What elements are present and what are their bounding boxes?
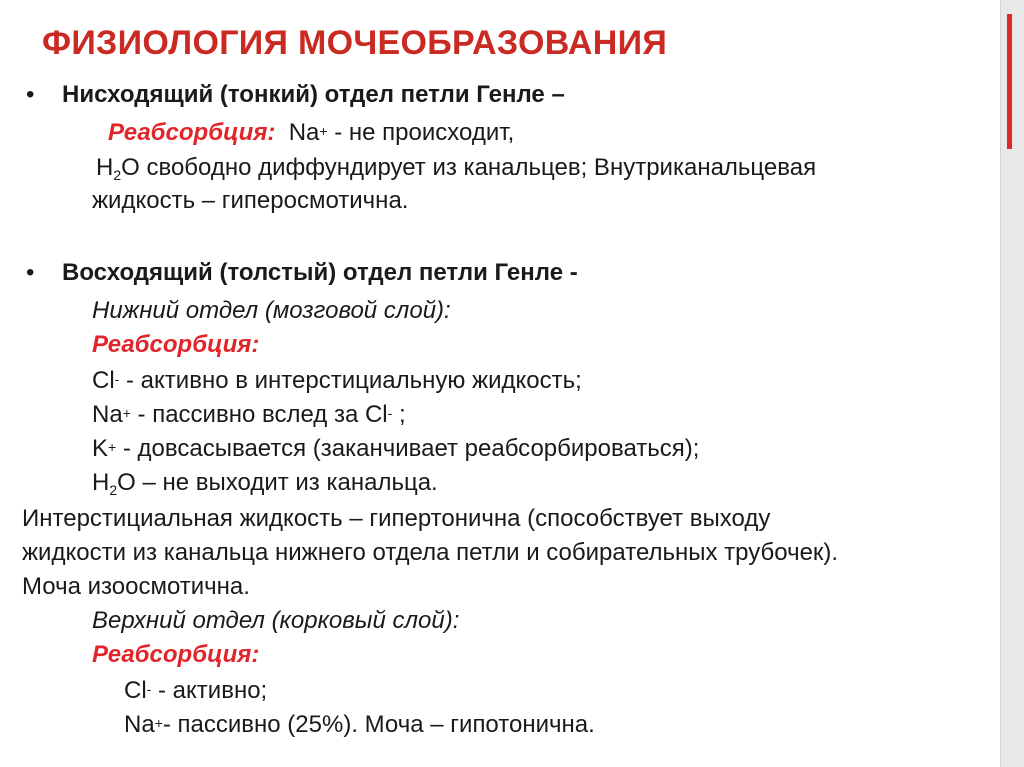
na-charge: + (122, 405, 131, 421)
upper-na-line (124, 710, 595, 740)
lower-reabsorption-label: Реабсорбция: (92, 331, 260, 358)
cl-line (92, 366, 582, 396)
reabsorption-label: Реабсорбция: (108, 119, 276, 146)
paragraph-line-3: Моча изоосмотична. (22, 573, 250, 600)
paragraph-line-2: жидкости из канальца нижнего отдела петли и собирательных трубочек). (22, 539, 839, 566)
cl-charge: - (114, 371, 120, 387)
h-symbol: H (96, 154, 114, 181)
upper-section-title: Верхний отдел (корковый слой): (92, 607, 460, 634)
cl-charge: - (387, 405, 393, 421)
cl-text: - активно в интерстициальную жидкость; (119, 367, 582, 394)
na-charge: + (154, 715, 163, 731)
cl-charge: - (146, 681, 152, 697)
paragraph-line-1: Интерстициальная жидкость – гипертонична (способствует выходу (22, 505, 771, 532)
cl-text: - активно; (151, 677, 268, 704)
k-symbol: K (92, 435, 109, 462)
accent-stripe (1007, 14, 1012, 149)
section1-na-line (108, 118, 514, 148)
na-symbol: Na (92, 401, 123, 428)
h2o-line (92, 468, 438, 500)
side-bar (1000, 0, 1024, 767)
na-text: - пассивно вслед за Cl (130, 401, 388, 428)
na-charge: + (319, 123, 328, 139)
cl-symbol: Cl (92, 367, 115, 394)
h-subscript: 2 (109, 482, 118, 498)
h2o-text: O – не выходит из канальца. (117, 469, 438, 496)
section2-heading (62, 258, 578, 288)
section1-cont: жидкость – гиперосмотична. (92, 187, 409, 214)
h-symbol: H (92, 469, 110, 496)
section1-h2o-line (96, 153, 816, 185)
slide-title: ФИЗИОЛОГИЯ МОЧЕОБРАЗОВАНИЯ (42, 24, 668, 62)
na-line (92, 400, 406, 430)
h-subscript: 2 (113, 167, 122, 183)
na-end: ; (392, 401, 406, 428)
bullet-2: • (26, 259, 35, 286)
bullet-1: • (26, 81, 35, 108)
section2-heading-dash: - (563, 259, 578, 286)
k-line (92, 434, 699, 464)
upper-reabsorption-label: Реабсорбция: (92, 641, 260, 668)
na-symbol: Na (124, 711, 155, 738)
h2o-text: O свободно диффундирует из канальцев; Внутриканальцевая (121, 154, 817, 181)
lower-section-title: Нижний отдел (мозговой слой): (92, 297, 451, 324)
section1-heading: Нисходящий (тонкий) отдел петли Генле – (62, 81, 565, 108)
k-charge: + (108, 439, 117, 455)
na-symbol: Na (288, 119, 320, 146)
cl-symbol: Cl (124, 677, 147, 704)
na-text: - не происходит, (327, 119, 515, 146)
na-text: - пассивно (25%). Моча – гипотонична. (162, 711, 595, 738)
upper-cl-line (124, 676, 267, 706)
k-text: - довсасывается (заканчивает реабсорбироваться); (116, 435, 700, 462)
section2-heading-text: Восходящий (толстый) отдел петли Генле (62, 259, 564, 286)
